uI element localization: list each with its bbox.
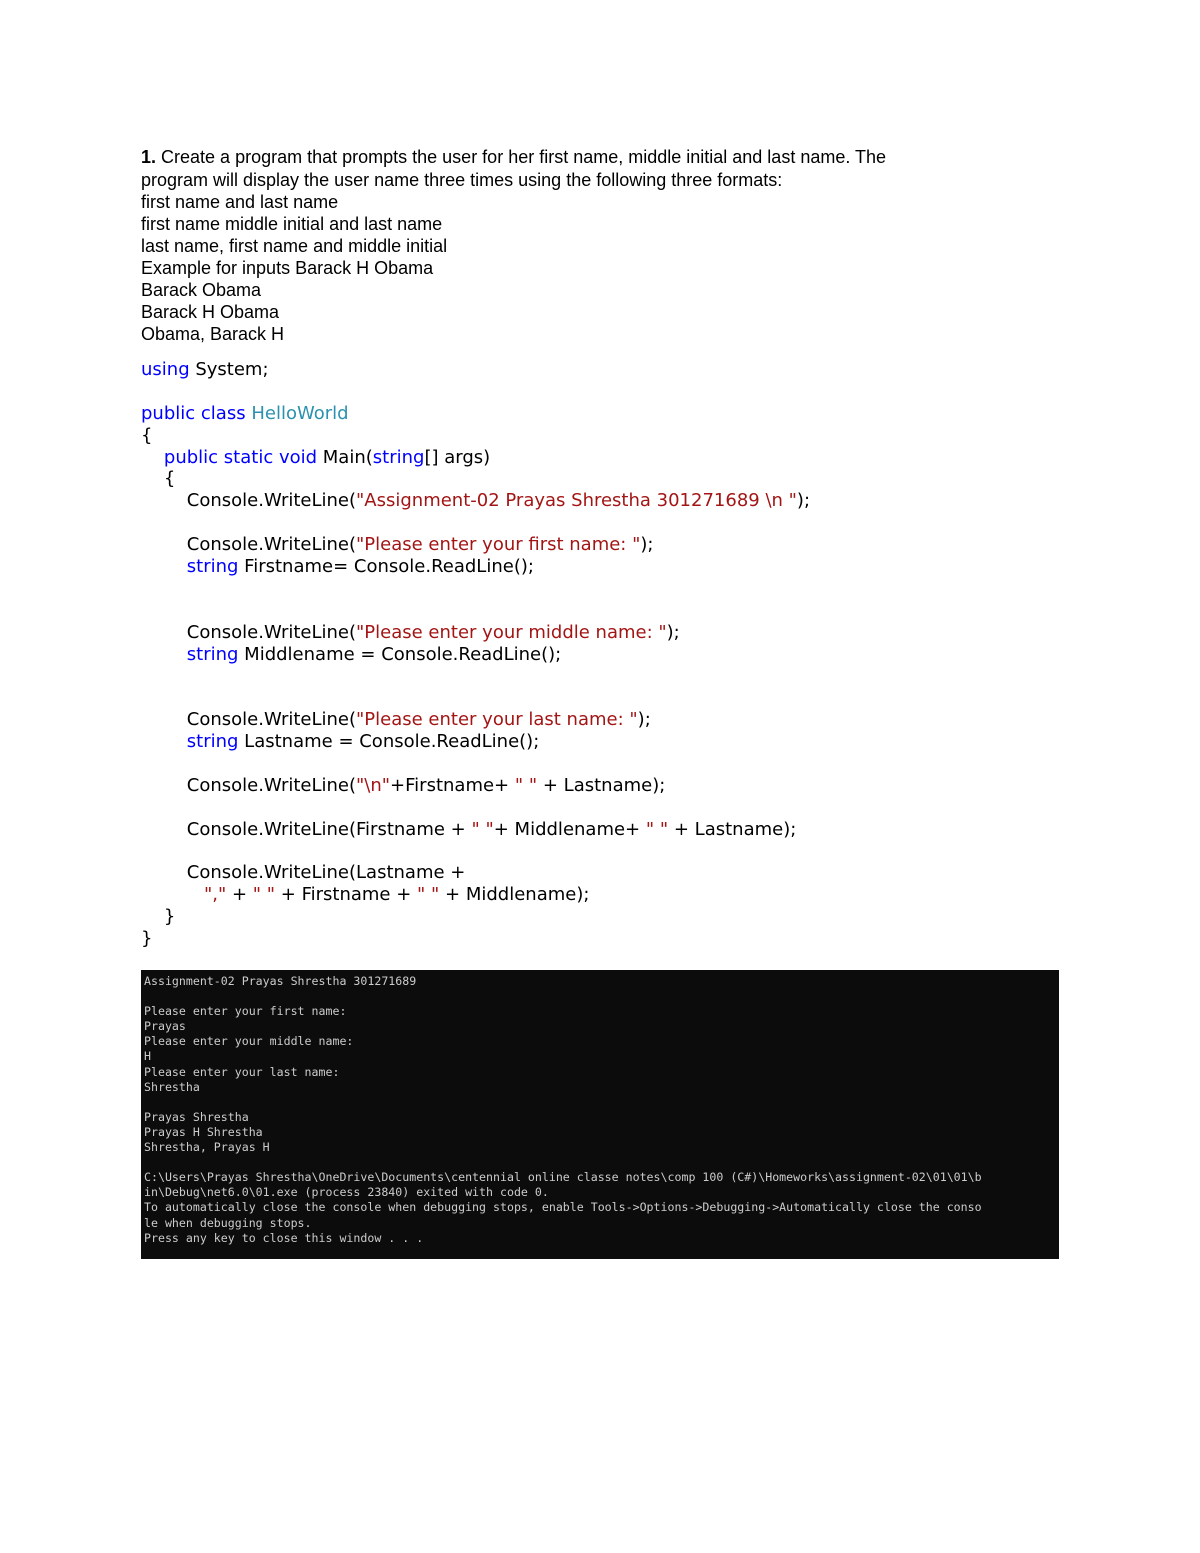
code-keyword: using [141,359,190,380]
code-string: " " [417,884,440,906]
code-line [141,709,1101,731]
code-string: " " [514,774,538,796]
code-line [141,359,1101,381]
code-text: Console.WriteLine( [141,709,357,731]
code-text: Console.WriteLine( [141,534,357,556]
question-line: program will display the user name three times using the following three formats: [141,170,783,190]
code-line [141,556,1101,578]
code-line [141,490,1101,512]
code-keyword: static [223,446,274,468]
code-line [141,928,1101,950]
code-line [141,841,1101,863]
code-text: Console.WriteLine( [141,490,357,512]
code-text: Lastname = Console.ReadLine(); [238,731,540,753]
code-text: + [226,884,253,906]
code-line [141,687,1101,709]
console-line: Please enter your first name: [144,1004,347,1019]
code-line [141,644,1101,666]
code-text: Console.WriteLine(Lastname + [141,862,466,884]
example-line: Barack Obama [141,280,262,300]
code-text: +Firstname+ [390,774,515,796]
code-line [141,600,1101,622]
format-line: first name middle initial and last name [141,214,443,234]
console-line: Please enter your last name: [144,1064,340,1079]
console-line [144,1095,1056,1110]
console-line: Shrestha [144,1079,200,1094]
format-line: last name, first name and middle initial [141,236,448,256]
question-number: 1. [141,147,157,167]
code-type-name: HelloWorld [251,402,349,424]
code-text: Main( [317,446,373,468]
code-string: "," [203,884,227,906]
code-text: Console.WriteLine(Firstname + [141,818,472,840]
code-line [141,775,1101,797]
console-line: Prayas Shrestha [144,1109,249,1124]
code-text: Console.WriteLine( [141,621,357,643]
code-text: [] args) [424,446,491,468]
example-line: Example for inputs Barack H Obama [141,258,434,278]
code-line [141,447,1101,469]
code-line [141,534,1101,556]
code-text: + Firstname + [275,884,418,906]
code-string: " " [252,884,276,906]
code-text [141,644,187,665]
code-text [141,731,187,752]
code-text: ); [637,709,651,731]
code-keyword: public [163,446,219,468]
console-line: H [144,1049,151,1064]
code-string: "Please enter your first name: " [356,534,641,556]
console-output-window [141,970,1059,1259]
code-text [141,556,187,577]
code-text: System; [189,359,269,380]
console-line: To automatically close the console when debugging stops, enable Tools->Options->Debugging->Automatically close the conso [144,1200,982,1215]
console-line: Shrestha, Prayas H [144,1140,270,1155]
code-string: "Assignment-02 Prayas Shrestha 301271689 \n " [356,490,797,512]
code-text: Firstname= Console.ReadLine(); [238,556,534,578]
console-line: Please enter your middle name: [144,1034,354,1049]
code-string: "Please enter your last name: " [356,709,638,731]
code-line [141,578,1101,600]
code-line [141,906,1101,928]
code-text: + Lastname); [537,774,666,796]
code-text: } [141,928,153,950]
code-text: { [141,468,176,490]
console-line: le when debugging stops. [144,1215,312,1230]
format-line: first name and last name [141,192,339,212]
code-text [141,884,204,905]
code-text: { [141,424,153,446]
code-text: ); [666,621,680,643]
example-line: Barack H Obama [141,302,280,322]
code-line [141,753,1101,775]
code-keyword: public [141,402,196,424]
code-keyword: string [186,556,239,578]
code-text: + Lastname); [668,818,797,840]
code-text: ); [796,490,811,512]
code-listing [141,359,1101,950]
code-line [141,468,1101,490]
code-keyword: string [372,446,425,468]
code-text: ); [640,534,654,556]
code-keyword: void [278,446,318,468]
code-text [141,447,164,468]
code-keyword: string [186,643,239,665]
question-text [141,145,1041,345]
code-string: "Please enter your middle name: " [356,621,667,643]
code-keyword: string [186,731,239,753]
example-line: Obama, Barack H [141,324,285,344]
code-line [141,425,1101,447]
code-line [141,403,1101,425]
console-line: Assignment-02 Prayas Shrestha 301271689 [144,974,417,988]
console-line: Prayas H Shrestha [144,1124,263,1139]
code-line [141,797,1101,819]
code-text: Console.WriteLine( [141,774,357,796]
code-text: } [141,906,176,928]
code-string: "\n" [356,774,391,796]
code-text: + Middlename); [439,884,590,906]
question-line: 1. Create a program that prompts the user for her first name, middle initial and last name. The [141,147,887,167]
console-line: C:\Users\Prayas Shrestha\OneDrive\Documents\centennial online classe notes\comp 100 (C#)\Homeworks\assignment-02\01\01\b [144,1170,982,1185]
code-line [141,731,1101,753]
code-string: " " [645,818,669,840]
console-line: Press any key to close this window . . . [144,1230,424,1245]
console-line [144,989,1056,1004]
code-keyword: class [200,402,246,424]
console-line: Prayas [144,1019,186,1034]
code-line [141,884,1101,906]
code-line [141,622,1101,644]
code-line [141,512,1101,534]
code-text: + Middlename+ [493,818,646,840]
code-line [141,862,1101,884]
console-line: in\Debug\net6.0\01.exe (process 23840) exited with code 0. [144,1185,549,1200]
code-string: " " [471,818,494,840]
code-line [141,819,1101,841]
code-line [141,381,1101,403]
code-text: Middlename = Console.ReadLine(); [238,643,562,665]
console-line [144,1155,1056,1170]
code-line [141,665,1101,687]
